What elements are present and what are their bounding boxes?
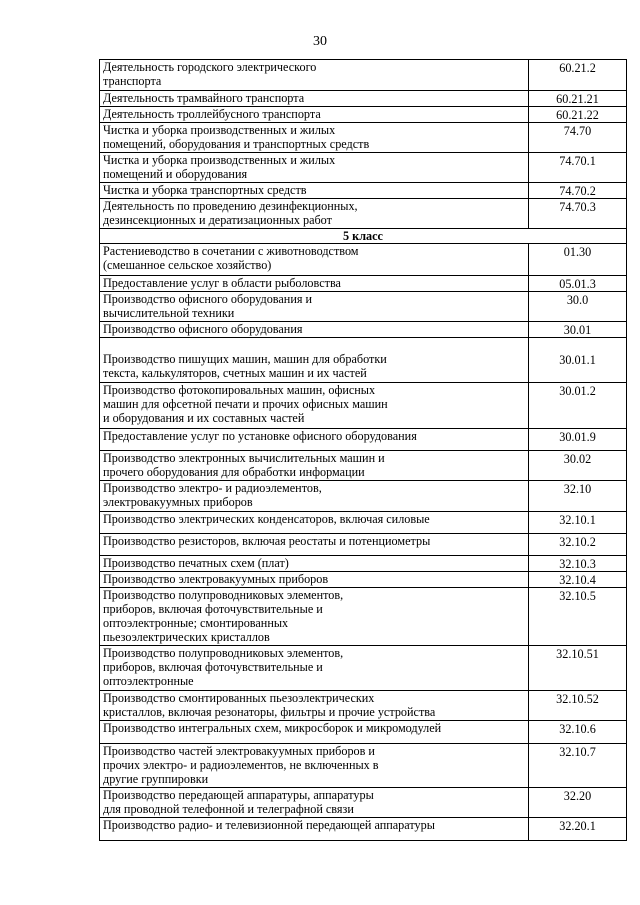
- section-row: [100, 229, 627, 244]
- code-cell: 74.70.2: [529, 183, 627, 199]
- code-cell: 32.10.6: [529, 721, 627, 744]
- code-cell: 60.21.21: [529, 91, 627, 107]
- table-row: [100, 338, 627, 383]
- activity-cell: Деятельность по проведению дезинфекционных, дезинсекционных и дератизационных работ: [100, 199, 529, 229]
- table-row: [100, 276, 627, 292]
- code-cell: 01.30: [529, 244, 627, 276]
- activity-cell: Деятельность трамвайного транспорта: [100, 91, 529, 107]
- activity-cell: Чистка и уборка транспортных средств: [100, 183, 529, 199]
- code-cell: 30.02: [529, 451, 627, 481]
- activity-cell: Производство интегральных схем, микросборок и микромодулей: [100, 721, 529, 744]
- table-row: [100, 383, 627, 429]
- activity-cell: Производство электро- и радиоэлементов, электровакуумных приборов: [100, 481, 529, 512]
- activity-cell: Производство частей электровакуумных приборов и прочих электро- и радиоэлементов, не включенных в другие группировки: [100, 744, 529, 788]
- activity-cell: Производство резисторов, включая реостаты и потенциометры: [100, 534, 529, 556]
- code-cell: 32.10.1: [529, 512, 627, 534]
- activity-cell: Производство радио- и телевизионной передающей аппаратуры: [100, 818, 529, 841]
- table-row: [100, 818, 627, 841]
- code-cell: 30.01.1: [529, 338, 627, 383]
- code-cell: 32.10: [529, 481, 627, 512]
- activity-cell: Производство пишущих машин, машин для обработки текста, калькуляторов, счетных машин и их частей: [100, 338, 529, 383]
- code-cell: 74.70.1: [529, 153, 627, 183]
- code-cell: 32.20.1: [529, 818, 627, 841]
- activity-cell: Производство электронных вычислительных машин и прочего оборудования для обработки информации: [100, 451, 529, 481]
- code-cell: 32.10.51: [529, 646, 627, 691]
- table-row: [100, 322, 627, 338]
- activity-cell: Производство передающей аппаратуры, аппаратуры для проводной телефонной и телеграфной связи: [100, 788, 529, 818]
- table-body: [100, 60, 627, 841]
- code-cell: 74.70.3: [529, 199, 627, 229]
- table-row: [100, 556, 627, 572]
- table-row: [100, 588, 627, 646]
- activity-cell: Растениеводство в сочетании с животноводством (смешанное сельское хозяйство): [100, 244, 529, 276]
- activity-cell: Деятельность городского электрического транспорта: [100, 60, 529, 91]
- table-row: [100, 451, 627, 481]
- activity-cell: Чистка и уборка производственных и жилых помещений, оборудования и транспортных средств: [100, 123, 529, 153]
- activity-cell: Производство полупроводниковых элементов, приборов, включая фоточувствительные и оптоэлектронные; смонтированных пьезоэлектрических кристаллов: [100, 588, 529, 646]
- code-cell: 30.01: [529, 322, 627, 338]
- activity-cell: Чистка и уборка производственных и жилых помещений и оборудования: [100, 153, 529, 183]
- table-row: [100, 481, 627, 512]
- table-row: [100, 91, 627, 107]
- table-row: [100, 429, 627, 451]
- table-row: [100, 788, 627, 818]
- table-row: [100, 744, 627, 788]
- table-row: [100, 512, 627, 534]
- code-cell: 30.01.9: [529, 429, 627, 451]
- activity-cell: Производство электрических конденсаторов, включая силовые: [100, 512, 529, 534]
- table-row: [100, 199, 627, 229]
- table-row: [100, 292, 627, 322]
- table-row: [100, 107, 627, 123]
- section-title: 5 класс: [100, 229, 627, 244]
- code-cell: 32.10.5: [529, 588, 627, 646]
- table-row: [100, 691, 627, 721]
- activity-cell: Производство электровакуумных приборов: [100, 572, 529, 588]
- code-cell: 30.01.2: [529, 383, 627, 429]
- activity-cell: Предоставление услуг по установке офисного оборудования: [100, 429, 529, 451]
- table-row: [100, 153, 627, 183]
- activity-cell: Производство фотокопировальных машин, офисных машин для офсетной печати и прочих офисных машин и оборудования и их составных частей: [100, 383, 529, 429]
- activity-cell: Производство полупроводниковых элементов, приборов, включая фоточувствительные и оптоэлектронные: [100, 646, 529, 691]
- activity-cell: Деятельность троллейбусного транспорта: [100, 107, 529, 123]
- activity-cell: Предоставление услуг в области рыболовства: [100, 276, 529, 292]
- table-row: [100, 721, 627, 744]
- code-cell: 32.10.7: [529, 744, 627, 788]
- code-cell: 30.0: [529, 292, 627, 322]
- activity-cell: Производство печатных схем (плат): [100, 556, 529, 572]
- table-row: [100, 183, 627, 199]
- code-cell: 05.01.3: [529, 276, 627, 292]
- code-cell: 74.70: [529, 123, 627, 153]
- code-cell: 32.10.2: [529, 534, 627, 556]
- activity-cell: Производство офисного оборудования и вычислительной техники: [100, 292, 529, 322]
- table-row: [100, 244, 627, 276]
- table-row: [100, 534, 627, 556]
- code-cell: 32.10.4: [529, 572, 627, 588]
- code-cell: 32.20: [529, 788, 627, 818]
- table-row: [100, 60, 627, 91]
- okved-table: [99, 59, 627, 841]
- table-row: [100, 572, 627, 588]
- code-cell: 32.10.52: [529, 691, 627, 721]
- activity-cell: Производство смонтированных пьезоэлектрических кристаллов, включая резонаторы, фильтры и прочие устройства: [100, 691, 529, 721]
- activity-cell: Производство офисного оборудования: [100, 322, 529, 338]
- code-cell: 32.10.3: [529, 556, 627, 572]
- table-row: [100, 123, 627, 153]
- code-cell: 60.21.2: [529, 60, 627, 91]
- code-cell: 60.21.22: [529, 107, 627, 123]
- table-row: [100, 646, 627, 691]
- page-number: 30: [313, 34, 327, 49]
